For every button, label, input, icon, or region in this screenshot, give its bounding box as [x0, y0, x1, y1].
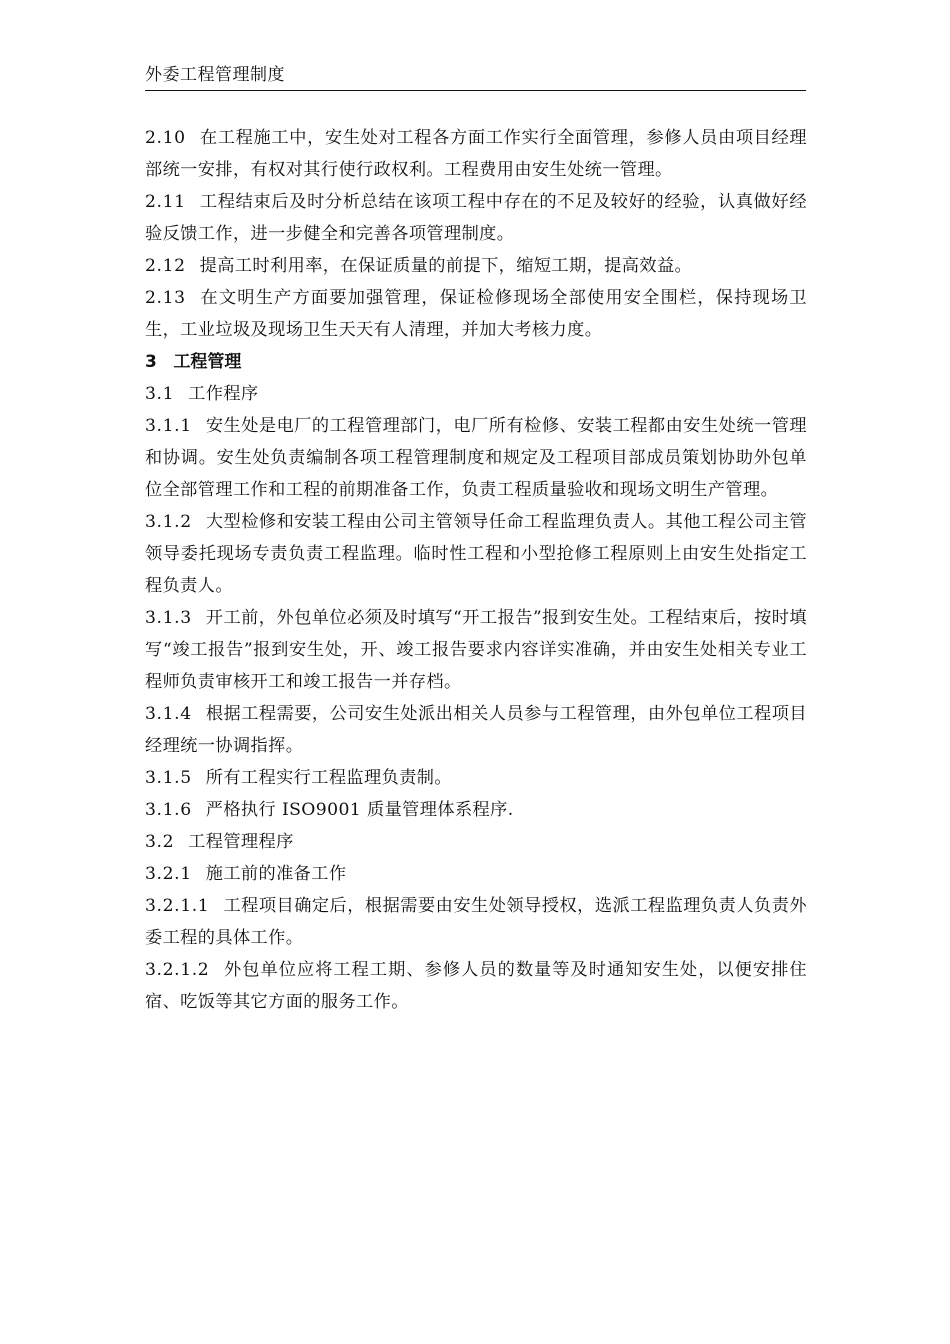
clause-2-11 — [145, 186, 807, 250]
clause-text: 工作程序 — [188, 384, 259, 404]
clause-text: 严格执行 ISO9001 质量管理体系程序. — [205, 800, 514, 820]
clause-3-1-1 — [145, 410, 807, 506]
clause-3-1-4 — [145, 698, 807, 762]
clause-text: 施工前的准备工作 — [205, 864, 347, 884]
clause-text: 工程管理程序 — [188, 832, 294, 852]
clause-number: 3.1.3 — [145, 608, 192, 628]
clause-text: 外包单位应将工程工期、参修人员的数量等及时通知安生处，以便安排住宿、吃饭等其它方面的服务工作。 — [145, 960, 807, 1012]
clause-3-1-5 — [145, 762, 807, 794]
clause-text: 在工程施工中，安生处对工程各方面工作实行全面管理，参修人员由项目经理部统一安排，有权对其行使行政权利。工程费用由安生处统一管理。 — [145, 128, 807, 180]
clause-text: 工程项目确定后，根据需要由安生处领导授权，选派工程监理负责人负责外委工程的具体工作。 — [145, 896, 807, 948]
clause-number: 3.1 — [145, 384, 175, 404]
document-title: 外委工程管理制度 — [145, 65, 285, 85]
clause-3-1-2 — [145, 506, 807, 602]
clause-text: 大型检修和安装工程由公司主管领导任命工程监理负责人。其他工程公司主管领导委托现场专责负责工程监理。临时性工程和小型抢修工程原则上由安生处指定工程负责人。 — [145, 512, 807, 596]
clause-number: 3.1.6 — [145, 800, 192, 820]
clause-text: 所有工程实行工程监理负责制。 — [205, 768, 452, 788]
clause-text: 提高工时利用率，在保证质量的前提下，缩短工期，提高效益。 — [199, 256, 693, 276]
clause-number: 3.2.1.2 — [145, 960, 210, 980]
clause-number: 2.13 — [145, 288, 186, 308]
clause-3-2 — [145, 826, 807, 858]
clause-2-12 — [145, 250, 807, 282]
clause-text: 根据工程需要，公司安生处派出相关人员参与工程管理，由外包单位工程项目经理统一协调指挥。 — [145, 704, 807, 756]
clause-2-13 — [145, 282, 807, 346]
clause-text: 安生处是电厂的工程管理部门，电厂所有检修、安装工程都由安生处统一管理和协调。安生处负责编制各项工程管理制度和规定及工程项目部成员策划协助外包单位全部管理工作和工程的前期准备工作，负责工程质量验收和现场文明生产管理。 — [145, 416, 807, 500]
clause-number: 3.2 — [145, 832, 175, 852]
clause-3-1 — [145, 378, 807, 410]
clause-number: 3.2.1.1 — [145, 896, 210, 916]
clause-number: 3.2.1 — [145, 864, 192, 884]
clause-number: 2.11 — [145, 192, 186, 212]
clause-number: 2.12 — [145, 256, 186, 276]
section-title: 工程管理 — [173, 352, 242, 372]
section-number: 3 — [145, 352, 158, 372]
clause-3-2-1-1 — [145, 890, 807, 954]
section-heading-3 — [145, 346, 807, 378]
clause-text: 在文明生产方面要加强管理，保证检修现场全部使用安全围栏，保持现场卫生，工业垃圾及现场卫生天天有人清理，并加大考核力度。 — [145, 288, 807, 340]
clause-3-1-6 — [145, 794, 807, 826]
clause-2-10 — [145, 122, 807, 186]
clause-3-2-1 — [145, 858, 807, 890]
clause-text: 开工前，外包单位必须及时填写“开工报告”报到安生处。工程结束后，按时填写“竣工报告”报到安生处，开、竣工报告要求内容详实准确，并由安生处相关专业工程师负责审核开工和竣工报告一并存档。 — [145, 608, 807, 692]
clause-3-1-3 — [145, 602, 807, 698]
document-body — [145, 122, 807, 1018]
clause-number: 2.10 — [145, 128, 186, 148]
clause-number: 3.1.5 — [145, 768, 192, 788]
clause-text: 工程结束后及时分析总结在该项工程中存在的不足及较好的经验，认真做好经验反馈工作，进一步健全和完善各项管理制度。 — [145, 192, 807, 244]
clause-3-2-1-2 — [145, 954, 807, 1018]
clause-number: 3.1.1 — [145, 416, 192, 436]
page-header — [145, 64, 806, 91]
clause-number: 3.1.4 — [145, 704, 192, 724]
clause-number: 3.1.2 — [145, 512, 192, 532]
